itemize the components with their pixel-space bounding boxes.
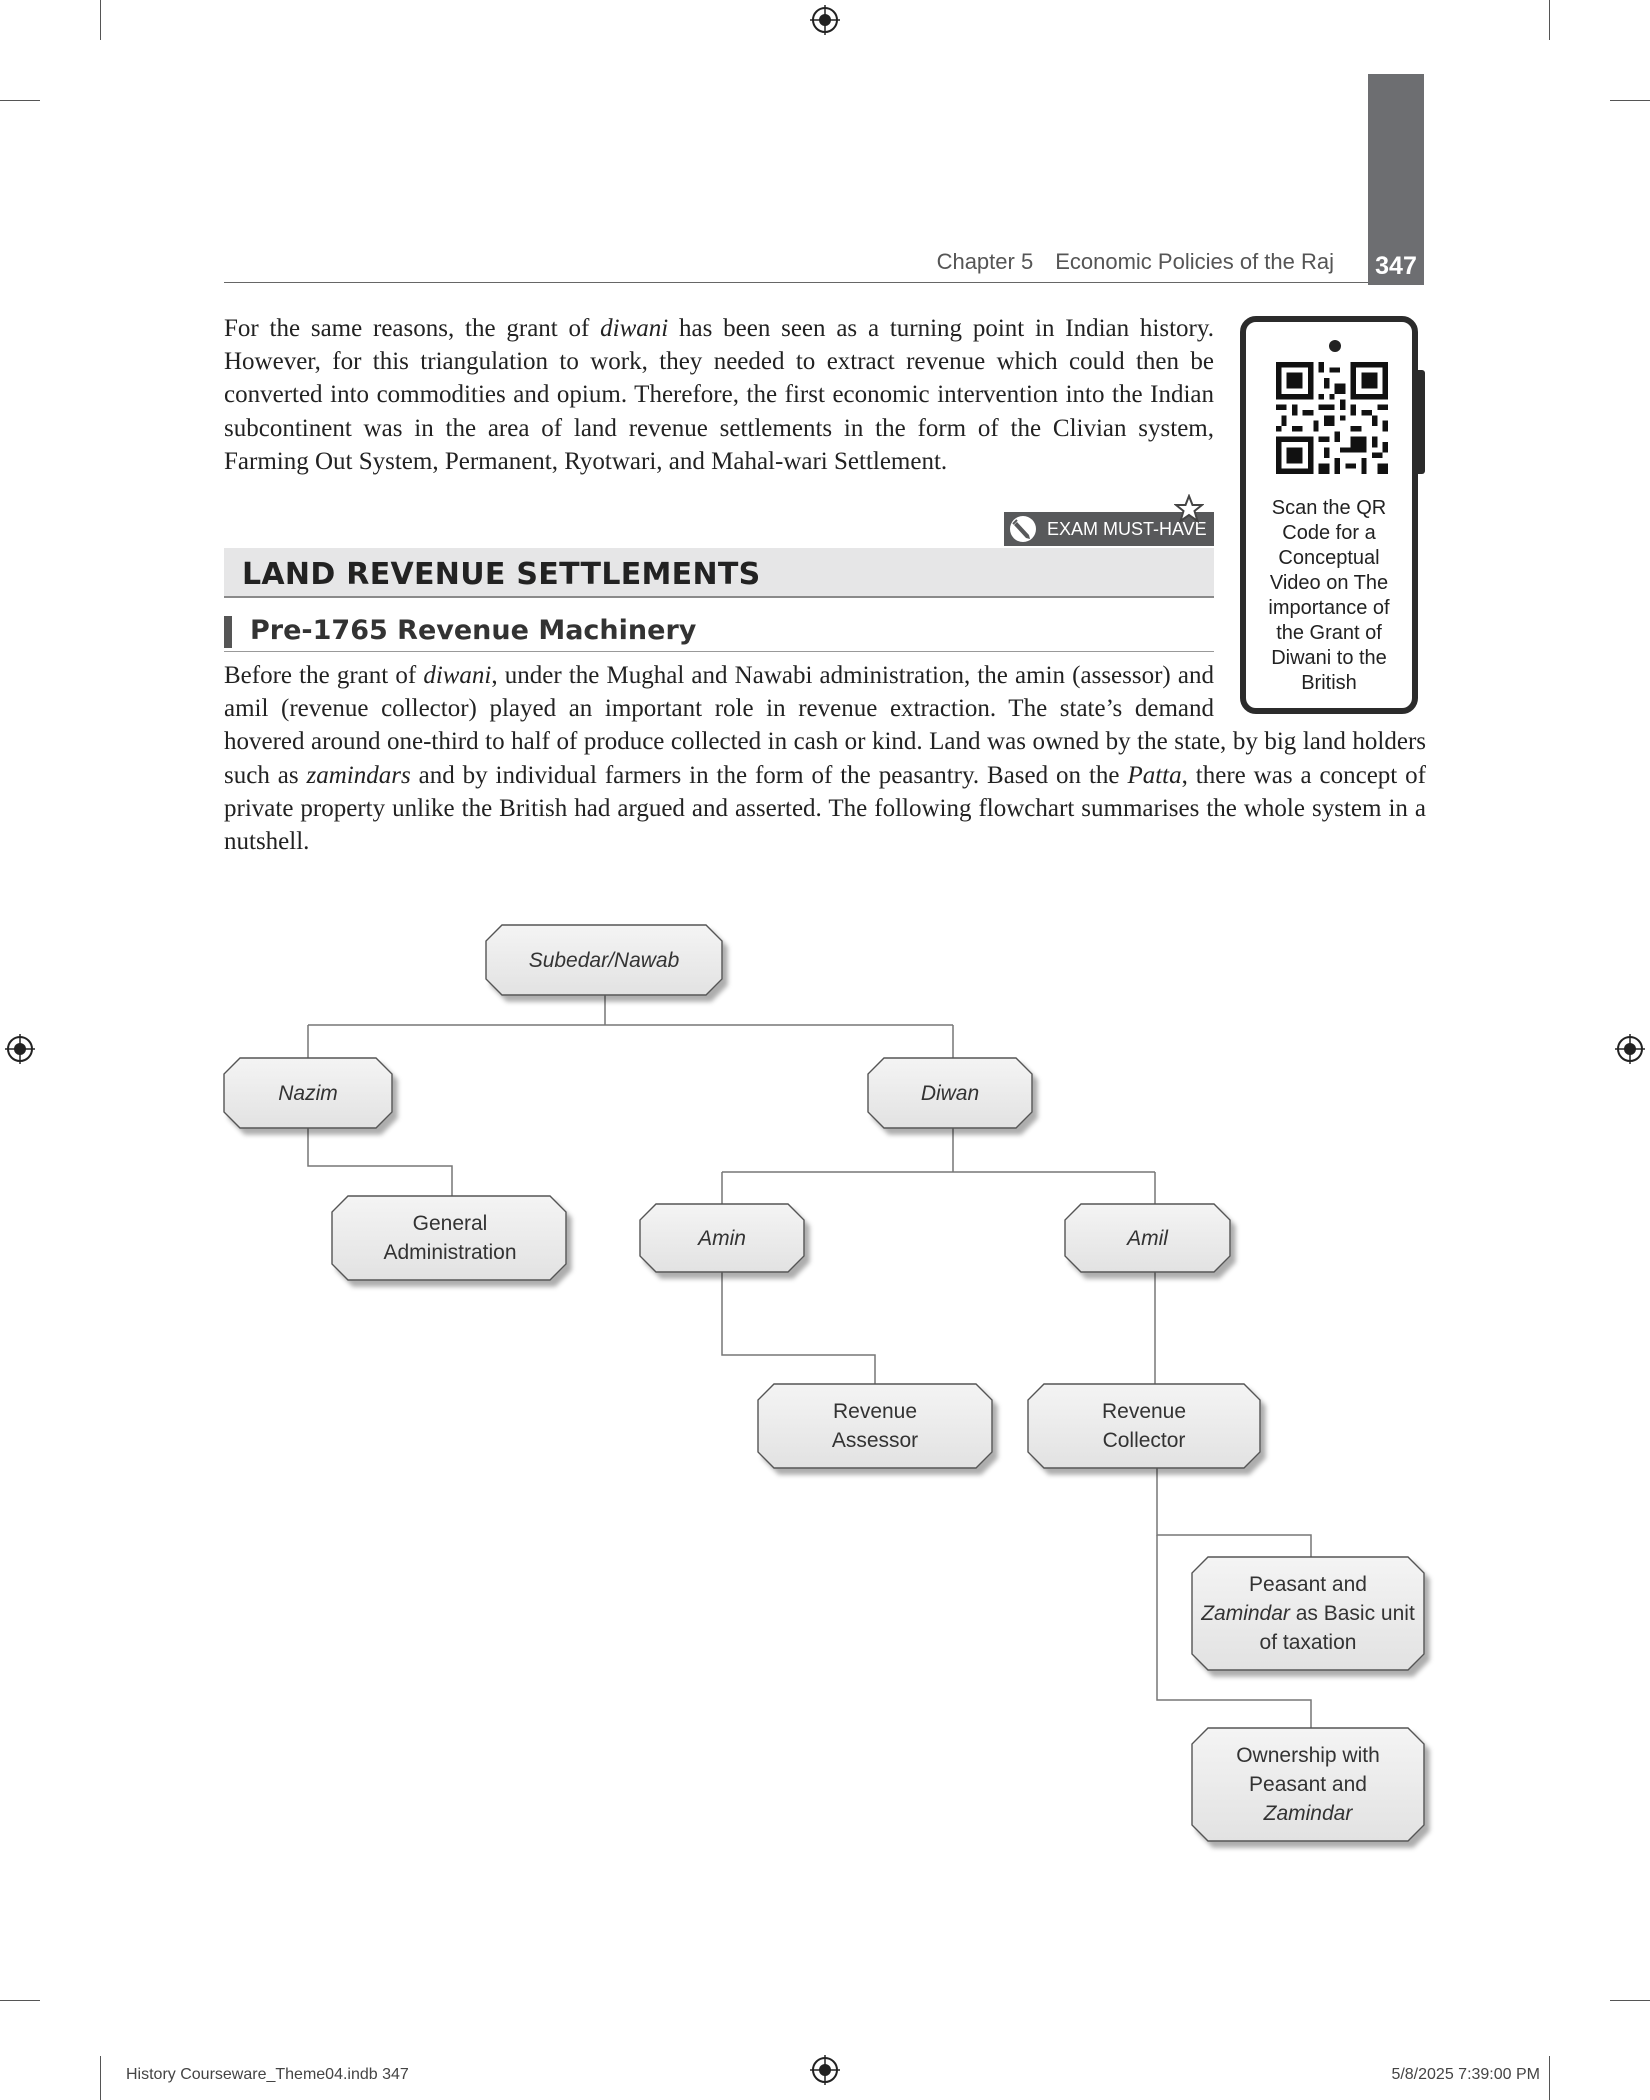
node-label-subedar-nawab bbox=[486, 925, 722, 995]
qr-caption: Scan the QR Code for a Conceptual Video on The importance of the Grant of Diwani to the British bbox=[1268, 497, 1390, 694]
label-text: Peasant and bbox=[1249, 1573, 1367, 1596]
label-emphasis: Zamindar bbox=[1201, 1602, 1290, 1625]
emphasis: zamindars bbox=[306, 761, 411, 789]
node-label-amin bbox=[640, 1204, 804, 1272]
label-text: Amin bbox=[698, 1226, 746, 1250]
badge-label: EXAM MUST-HAVE bbox=[1047, 519, 1207, 539]
text-run: has been seen as a turning point in Indian history. However, for this triangulation to work, they needed to extract revenue which could then be converted into commodities and opium. Therefore, the first economic intervention into the Indian subcontinent was in the area of land revenue settlements in the form of the Clivian system, Farming Out System, Permanent, Ryotwari, and Mahal-wari Settlement. bbox=[224, 315, 1214, 475]
section-title: LAND REVENUE SETTLEMENTS bbox=[242, 557, 761, 592]
text-run: , there was a concept of private property unlike the British had argued and asserted. The following flowchart summarises the whole system in a nutshell. bbox=[224, 761, 1426, 856]
label-emphasis: Zamindar bbox=[1263, 1802, 1353, 1825]
node-label-revenue-assessor bbox=[795, 1384, 955, 1468]
emphasis: diwani bbox=[600, 315, 669, 342]
label-text: as Basic unit of taxation bbox=[1259, 1602, 1415, 1654]
text-run: and by individual farmers in the form of the peasantry. Based on the bbox=[410, 761, 1128, 789]
text-run: For the same reasons, the grant of bbox=[224, 315, 601, 342]
label-text: Subedar/Nawab bbox=[528, 948, 680, 972]
footer-file: History Courseware_Theme04.indb 347 bbox=[126, 2066, 409, 2083]
footer-date: 5/8/2025 7:39:00 PM bbox=[1391, 2066, 1540, 2083]
chapter-title: Economic Policies of the Raj bbox=[1055, 249, 1334, 274]
node-label-amil bbox=[1065, 1204, 1230, 1272]
page-number: 347 bbox=[1375, 252, 1417, 280]
emphasis: diwani bbox=[423, 662, 492, 689]
node-label-general-administration bbox=[350, 1196, 550, 1280]
label-text: Nazim bbox=[278, 1081, 338, 1105]
label-text: Amil bbox=[1127, 1226, 1168, 1250]
node-label-diwan bbox=[868, 1058, 1032, 1128]
label-text: Revenue Collector bbox=[1101, 1400, 1187, 1452]
node-label-ownership bbox=[1214, 1728, 1402, 1841]
subsection-title: Pre-1765 Revenue Machinery bbox=[250, 615, 697, 646]
flowchart-connectors bbox=[308, 995, 1311, 1728]
label-text: Ownership with Peasant and bbox=[1236, 1744, 1380, 1796]
node-label-revenue-collector bbox=[1064, 1384, 1224, 1468]
text-run: , under the Mughal and Nawabi administration, the amin (assessor) and amil (revenue collector) played an important role in revenue extraction. The state’s demand hovered around one-third to half of produce collected in cash or kind. Land was owned by the state, by big land holders such as bbox=[224, 662, 1426, 789]
node-label-peasant-zamindar bbox=[1200, 1557, 1416, 1670]
label-text: Revenue Assessor bbox=[831, 1400, 919, 1452]
node-label-nazim bbox=[224, 1058, 392, 1128]
chapter-label: Chapter 5 bbox=[936, 249, 1034, 274]
label-text: General Administration bbox=[383, 1212, 517, 1264]
emphasis: Patta bbox=[1127, 761, 1182, 789]
text-run: Before the grant of bbox=[224, 662, 424, 689]
label-text: Diwan bbox=[920, 1081, 980, 1105]
